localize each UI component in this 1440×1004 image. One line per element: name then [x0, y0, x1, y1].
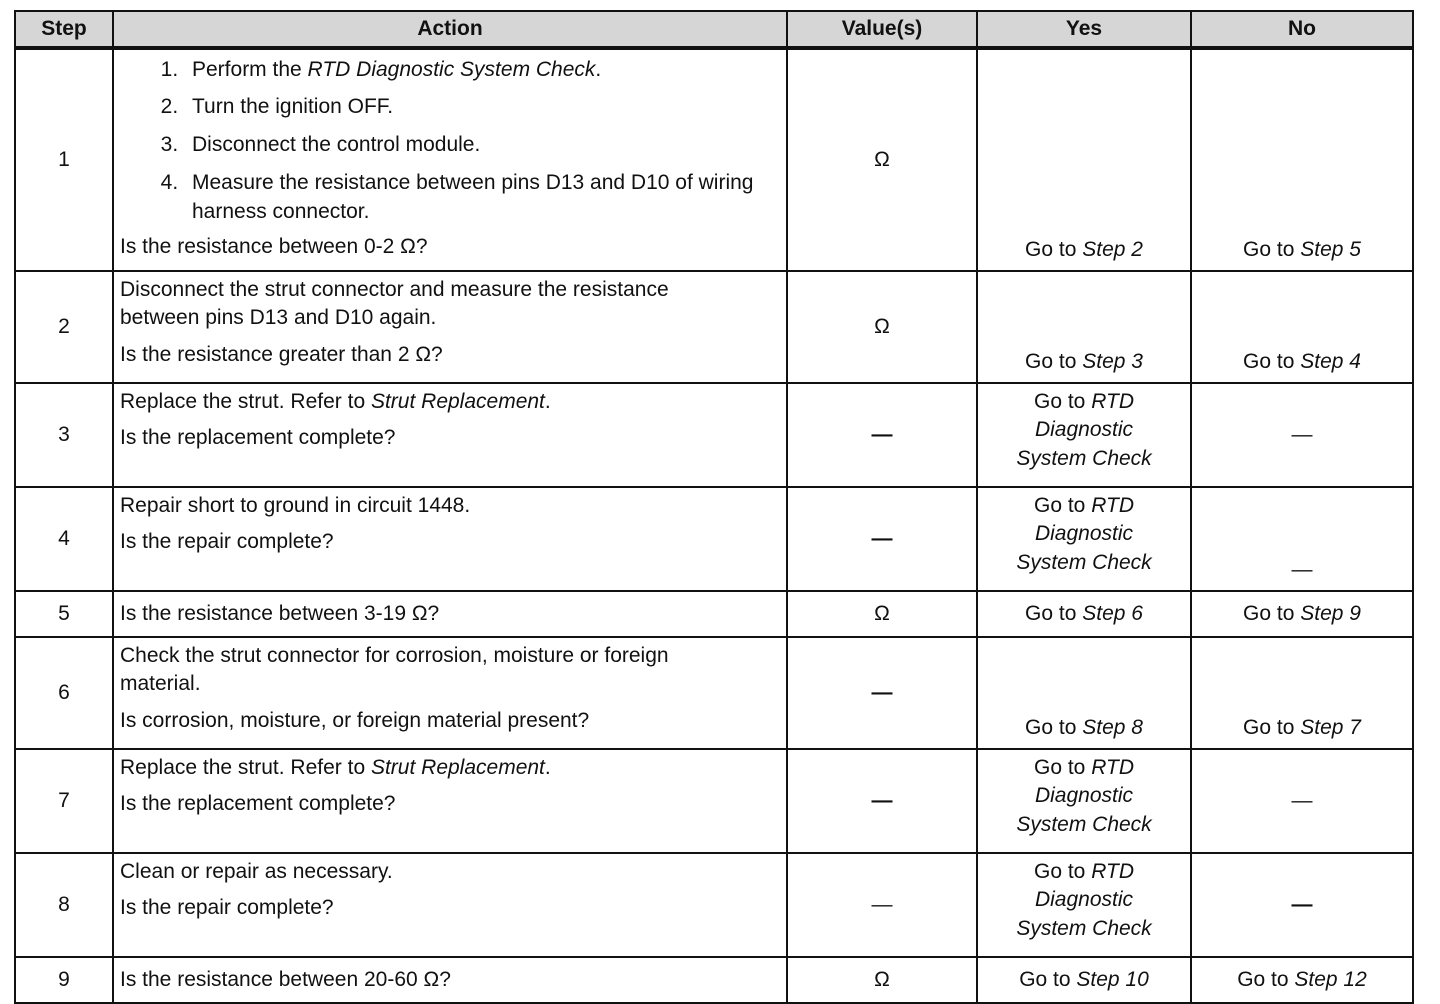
no-cell: —	[1191, 853, 1413, 957]
table-row	[15, 591, 1413, 637]
instruction-text: Repair short to ground in circuit 1448.	[120, 494, 471, 517]
action-cell	[113, 48, 787, 271]
step-number: 4	[15, 487, 113, 591]
table-row	[15, 637, 1413, 749]
table-row	[15, 749, 1413, 853]
value-cell: Ω	[787, 271, 977, 383]
numbered-step: 1. Perform the RTD Diagnostic System Check.	[184, 56, 780, 84]
no-cell: Go to Step 5	[1191, 48, 1413, 271]
instruction-text: Clean or repair as necessary.	[120, 860, 393, 883]
question-text: Is the repair complete?	[120, 896, 334, 920]
value-cell: —	[787, 749, 977, 853]
question-text: Is the resistance between 0-2 Ω?	[120, 234, 428, 258]
instruction-line: Disconnect the strut connector and measure the resistance	[120, 278, 669, 301]
value-cell: Ω	[787, 48, 977, 271]
action-cell	[113, 487, 787, 591]
diagnostic-table	[14, 10, 1414, 1004]
instruction-text: Replace the strut. Refer to Strut Replacement.	[120, 756, 551, 779]
yes-cell: Go to Step 6	[977, 591, 1191, 637]
no-cell: —	[1191, 487, 1413, 591]
action-cell	[113, 637, 787, 749]
instruction-line: between pins D13 and D10 again.	[120, 306, 437, 330]
value-cell: Ω	[787, 957, 977, 1003]
numbered-step: 3. Disconnect the control module.	[184, 131, 780, 159]
instruction-text: Replace the strut. Refer to Strut Replacement.	[120, 390, 551, 413]
yes-cell: Go to Step 3	[977, 271, 1191, 383]
question-text: Is the replacement complete?	[120, 426, 396, 450]
step-number: 5	[15, 591, 113, 637]
numbered-step: 2. Turn the ignition OFF.	[184, 93, 780, 121]
yes-cell: Go to RTD Diagnostic System Check	[977, 487, 1191, 591]
table-header-row	[15, 11, 1413, 48]
question-text: Is the resistance between 3-19 Ω?	[120, 601, 440, 625]
numbered-step: 4. Measure the resistance between pins D13 and D10 of wiring harness connector.	[184, 168, 780, 227]
table-row	[15, 48, 1413, 271]
step-number: 8	[15, 853, 113, 957]
header-yes: Yes	[977, 11, 1191, 48]
yes-cell: Go to Step 8	[977, 637, 1191, 749]
question-text: Is the repair complete?	[120, 530, 334, 554]
numbered-steps	[120, 56, 780, 227]
action-cell	[113, 749, 787, 853]
header-no: No	[1191, 11, 1413, 48]
table-row	[15, 271, 1413, 383]
step-number: 1	[15, 48, 113, 271]
no-cell: —	[1191, 749, 1413, 853]
action-cell	[113, 853, 787, 957]
yes-cell: Go to RTD Diagnostic System Check	[977, 853, 1191, 957]
yes-cell: Go to Step 10	[977, 957, 1191, 1003]
value-cell: —	[787, 853, 977, 957]
step-number: 9	[15, 957, 113, 1003]
question-text: Is the resistance greater than 2 Ω?	[120, 342, 443, 366]
action-cell	[113, 383, 787, 487]
yes-cell: Go to Step 2	[977, 48, 1191, 271]
step-number: 6	[15, 637, 113, 749]
action-cell	[113, 957, 787, 1003]
header-values: Value(s)	[787, 11, 977, 48]
no-cell: Go to Step 4	[1191, 271, 1413, 383]
question-text: Is the replacement complete?	[120, 792, 396, 816]
action-cell	[113, 271, 787, 383]
table-row	[15, 853, 1413, 957]
table-row	[15, 487, 1413, 591]
no-cell: Go to Step 7	[1191, 637, 1413, 749]
question-text: Is corrosion, moisture, or foreign material present?	[120, 708, 590, 732]
table-row	[15, 383, 1413, 487]
step-number: 2	[15, 271, 113, 383]
table-row	[15, 957, 1413, 1003]
value-cell: —	[787, 637, 977, 749]
action-cell	[113, 591, 787, 637]
step-number: 7	[15, 749, 113, 853]
value-cell: —	[787, 383, 977, 487]
question-text: Is the resistance between 20-60 Ω?	[120, 967, 451, 991]
instruction-line: Check the strut connector for corrosion, moisture or foreign	[120, 644, 669, 667]
value-cell: —	[787, 487, 977, 591]
no-cell: Go to Step 9	[1191, 591, 1413, 637]
value-cell: Ω	[787, 591, 977, 637]
yes-cell: Go to RTD Diagnostic System Check	[977, 383, 1191, 487]
no-cell: —	[1191, 383, 1413, 487]
yes-cell: Go to RTD Diagnostic System Check	[977, 749, 1191, 853]
step-number: 3	[15, 383, 113, 487]
header-action: Action	[113, 11, 787, 48]
header-step: Step	[15, 11, 113, 48]
no-cell: Go to Step 12	[1191, 957, 1413, 1003]
instruction-line: material.	[120, 672, 201, 696]
